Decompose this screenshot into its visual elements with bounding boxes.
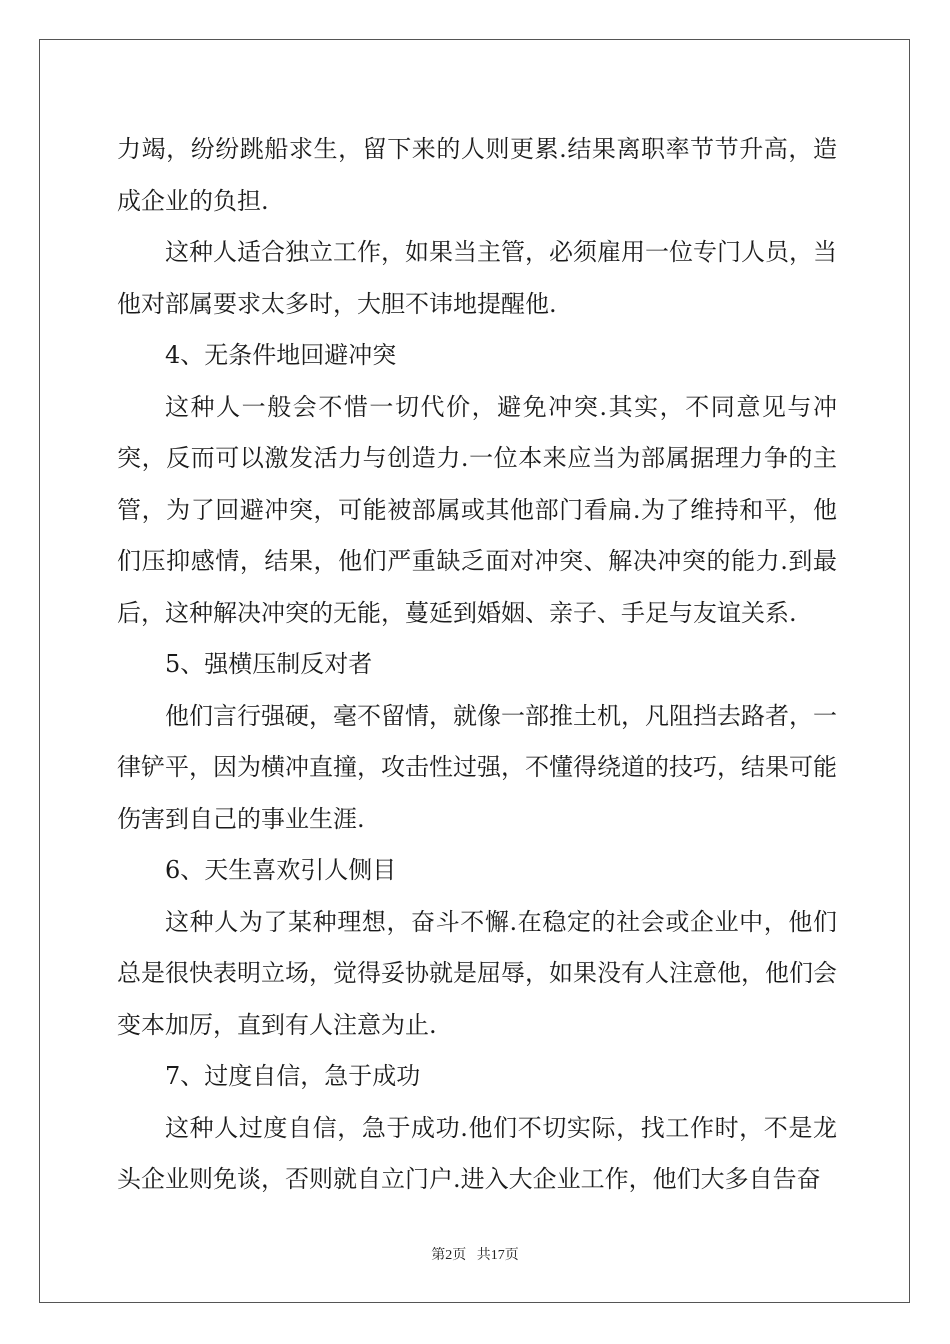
paragraph: 这种人一般会不惜一切代价，避免冲突.其实，不同意见与冲突，反而可以激发活力与创造力.一位本来应当为部属据理力争的主管，为了回避冲突，可能被部属或其他部门看扁.为了维持和平，他们压抑感情，结果，他们严重缺乏面对冲突、解决冲突的能力.到最后，这种解决冲突的无能，蔓延到婚姻、亲子、手足与友谊关系. <box>117 392 837 627</box>
page-number: 第2页 <box>431 1248 467 1263</box>
section-heading: 5、强横压制反对者 <box>165 650 373 678</box>
paragraph: 力竭，纷纷跳船求生，留下来的人则更累.结果离职率节节升高，造成企业的负担. <box>117 135 837 215</box>
paragraph: 这种人过度自信，急于成功.他们不切实际，找工作时，不是龙头企业则免谈，否则就自立门户.进入大企业工作，他们大多自告奋 <box>117 1113 837 1193</box>
section-heading: 7、过度自信，急于成功 <box>165 1062 421 1090</box>
page-footer <box>0 1244 950 1264</box>
paragraph: 这种人适合独立工作，如果当主管，必须雇用一位专门人员，当他对部属要求太多时，大胆不讳地提醒他. <box>117 238 837 318</box>
section-heading: 4、无条件地回避冲突 <box>165 341 397 369</box>
document-body <box>117 124 837 1206</box>
page-total: 共17页 <box>476 1248 519 1263</box>
paragraph: 他们言行强硬，毫不留情，就像一部推土机，凡阻挡去路者，一律铲平，因为横冲直撞，攻击性过强，不懂得绕道的技巧，结果可能伤害到自己的事业生涯. <box>117 701 837 833</box>
paragraph: 这种人为了某种理想，奋斗不懈.在稳定的社会或企业中，他们总是很快表明立场，觉得妥协就是屈辱，如果没有人注意他，他们会变本加厉，直到有人注意为止. <box>117 907 837 1039</box>
section-heading: 6、天生喜欢引人侧目 <box>165 856 397 884</box>
